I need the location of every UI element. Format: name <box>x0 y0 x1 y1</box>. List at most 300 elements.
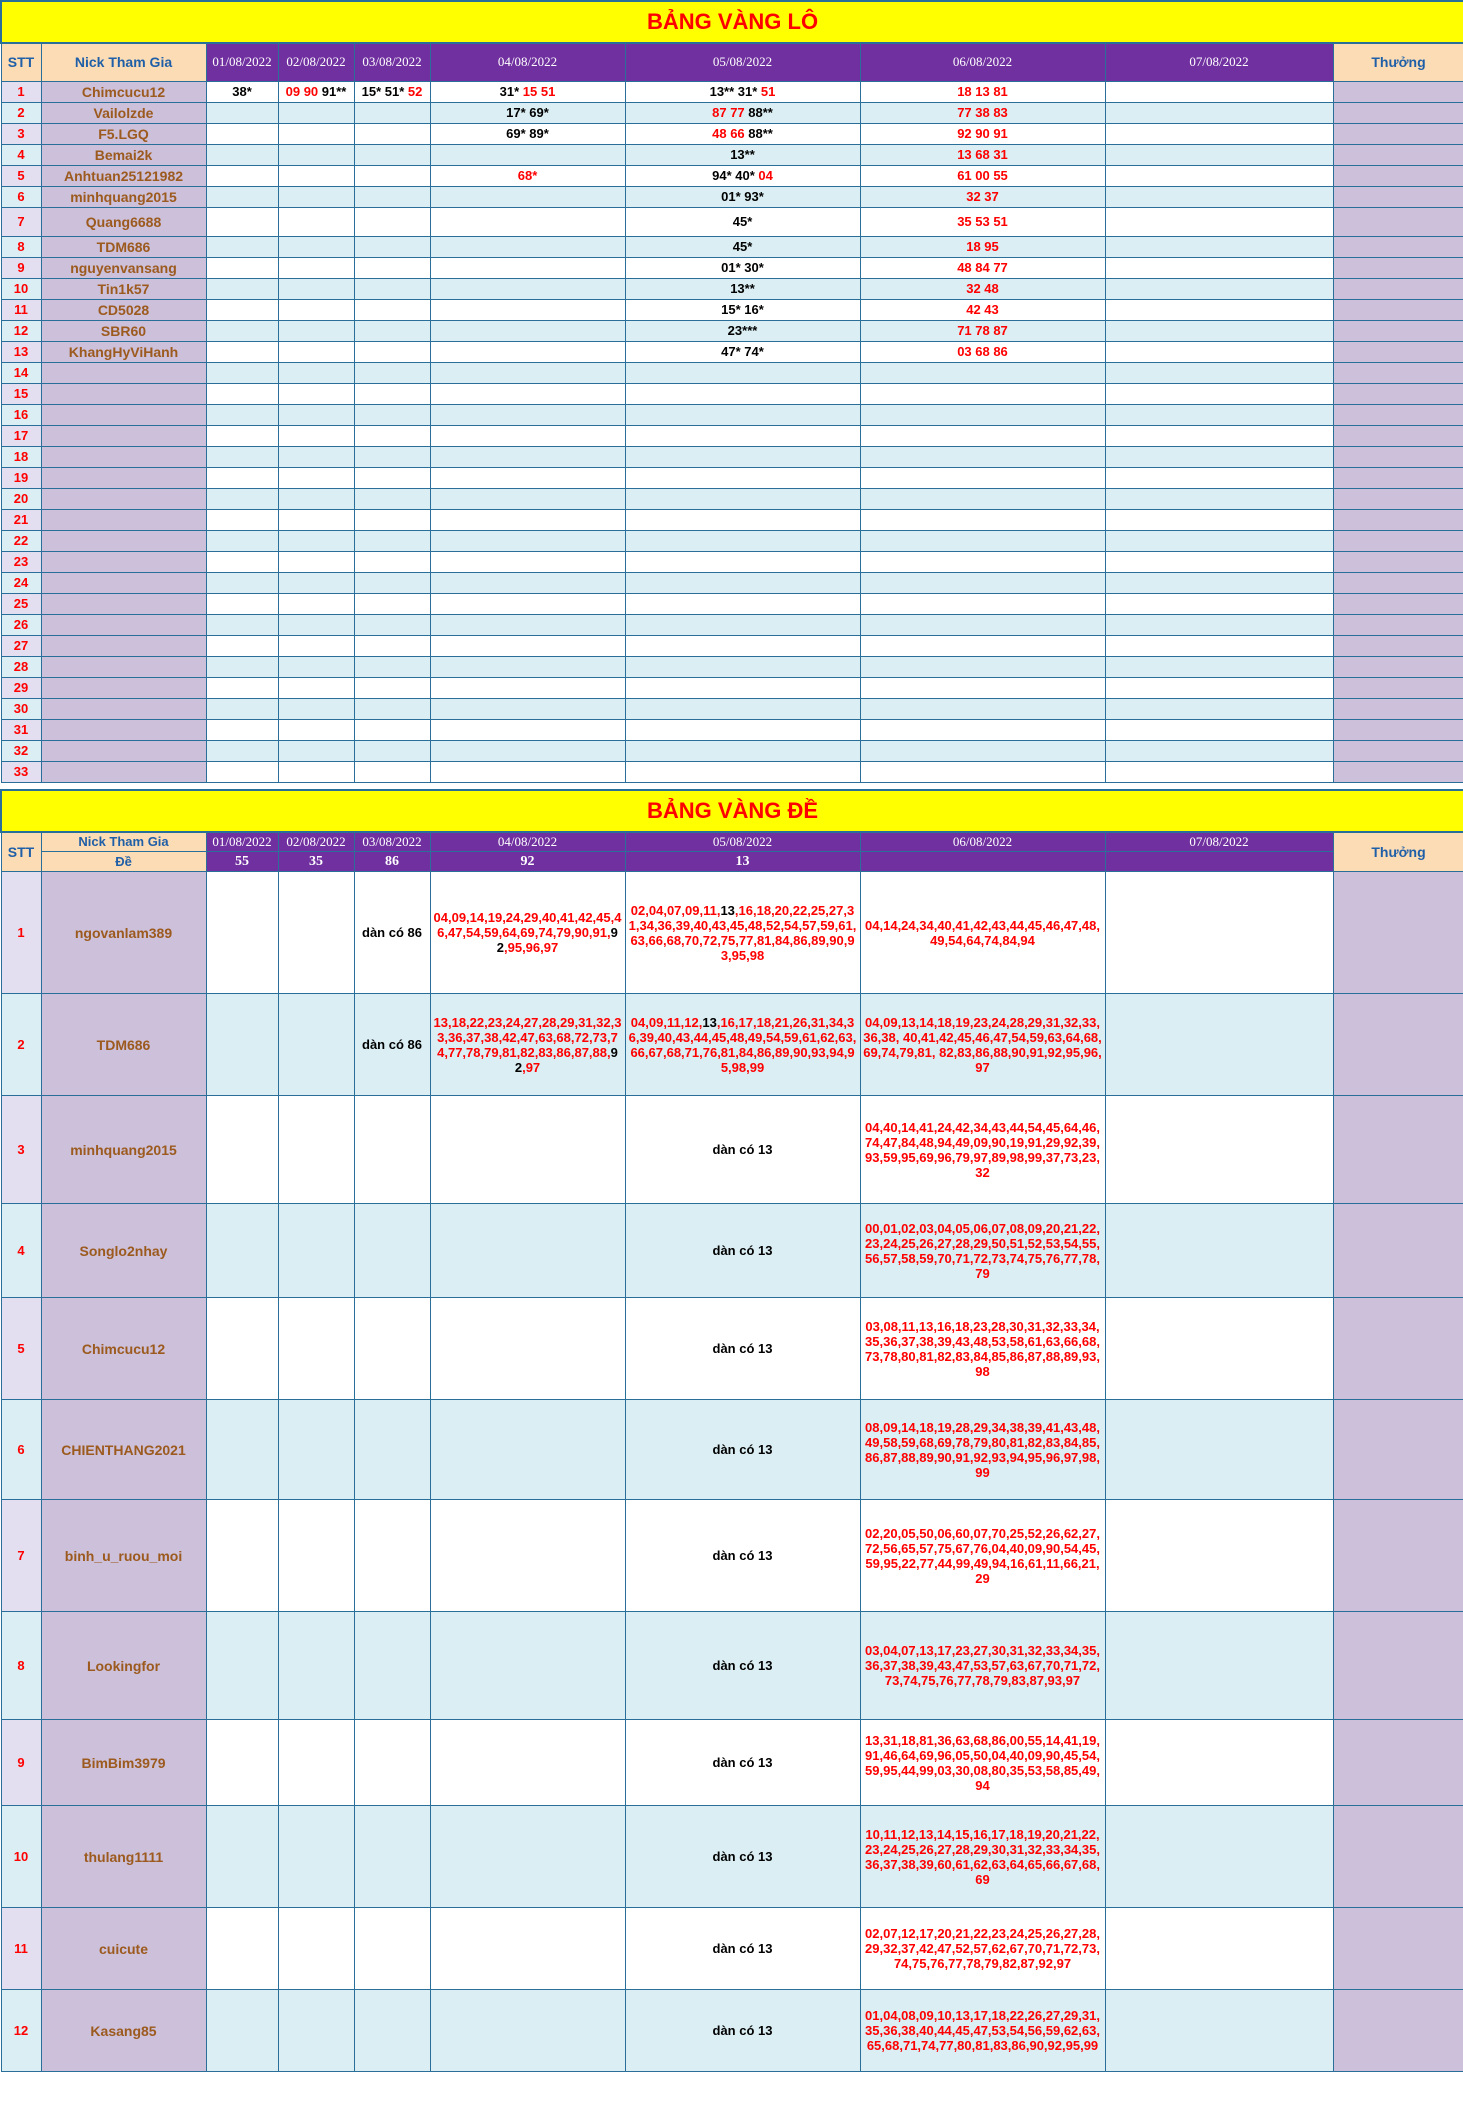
stt-cell: 25 <box>1 593 41 614</box>
lo-date-cell <box>625 551 860 572</box>
lo-row-empty <box>1 530 1463 551</box>
cell-value: 13 <box>702 1014 717 1030</box>
lo-date-cell <box>625 677 860 698</box>
de-date-cell <box>206 1400 278 1500</box>
stt-cell: 21 <box>1 509 41 530</box>
de-date-cell <box>625 994 860 1096</box>
lo-date-cell <box>354 425 430 446</box>
lo-date-cell <box>860 299 1105 320</box>
de-date-cell <box>206 994 278 1096</box>
lo-date-cell <box>354 404 430 425</box>
lo-date-cell <box>278 551 354 572</box>
lo-date-cell <box>1105 299 1333 320</box>
lo-date-cell <box>860 404 1105 425</box>
stt-cell: 1 <box>1 81 41 102</box>
lo-date-cell <box>278 236 354 257</box>
lo-date-cell <box>860 635 1105 656</box>
cell-value: dàn có 13 <box>712 1941 773 1956</box>
de-date-cell <box>278 1204 354 1298</box>
lo-date-cell <box>206 740 278 761</box>
lo-date-cell <box>206 656 278 677</box>
lo-date-cell <box>860 446 1105 467</box>
de-date-cell <box>430 1612 625 1720</box>
cell-value: 88** <box>748 105 773 120</box>
stt-cell: 32 <box>1 740 41 761</box>
de-date-cell <box>860 1400 1105 1500</box>
lo-date-cell <box>206 698 278 719</box>
de-result <box>860 852 1105 872</box>
cell-value: 13 <box>720 902 735 918</box>
cell-value: 04,09,13,14,18,19,23,24,28,29,31,32,33,36,38, 40,41,42,45,46,47,54,59,63,64,68,69,74,79,81, 82,83,86,88,90,91,92,95,96,97 <box>863 1014 1102 1075</box>
lo-date-cell <box>354 165 430 186</box>
lo-date-cell <box>625 761 860 782</box>
lo-date-cell <box>354 530 430 551</box>
lo-date-cell <box>278 572 354 593</box>
de-row <box>1 1806 1463 1908</box>
cell-value: 71 78 87 <box>957 323 1008 338</box>
stt-cell: 6 <box>1 186 41 207</box>
lo-date-cell <box>1105 425 1333 446</box>
lo-date-cell <box>1105 593 1333 614</box>
lo-date-cell <box>1105 81 1333 102</box>
lo-date-cell <box>625 614 860 635</box>
de-date-cell <box>430 1204 625 1298</box>
cell-value: dàn có 13 <box>712 1142 773 1157</box>
thuong-cell <box>1333 299 1463 320</box>
lo-date-cell <box>430 341 625 362</box>
stt-cell: 27 <box>1 635 41 656</box>
lo-date-cell <box>625 144 860 165</box>
nick-cell: CD5028 <box>41 299 206 320</box>
cell-value: 02,07,12,17,20,21,22,23,24,25,26,27,28,29,32,37,42,47,52,57,62,67,70,71,72,73,74,75,76,77,78,79,82,87,92,97 <box>865 1926 1100 1971</box>
de-date-cell <box>354 1298 430 1400</box>
lo-date-cell <box>430 698 625 719</box>
stt-cell: 11 <box>1 299 41 320</box>
de-date-cell <box>860 1204 1105 1298</box>
de-date-cell <box>354 1400 430 1500</box>
cell-value: dàn có 86 <box>362 1037 422 1052</box>
lo-date-cell <box>354 740 430 761</box>
lo-date-cell <box>1105 102 1333 123</box>
de-date-cell <box>278 1400 354 1500</box>
lo-date-cell <box>1105 320 1333 341</box>
lo-header-nick: Nick Tham Gia <box>41 43 206 81</box>
lo-date-cell <box>1105 719 1333 740</box>
lo-date-cell <box>625 362 860 383</box>
thuong-cell <box>1333 404 1463 425</box>
cell-value: 01* 30* <box>721 260 764 275</box>
cell-value: 45* <box>732 214 753 229</box>
thuong-cell <box>1333 1500 1463 1612</box>
lo-row-empty <box>1 446 1463 467</box>
lo-date-cell <box>625 257 860 278</box>
stt-cell: 6 <box>1 1400 41 1500</box>
de-date-cell <box>354 1096 430 1204</box>
de-date-cell <box>206 1298 278 1400</box>
lo-date-cell <box>430 572 625 593</box>
cell-value: 18 13 81 <box>957 84 1008 99</box>
lo-date-cell <box>860 362 1105 383</box>
lo-date-cell <box>278 404 354 425</box>
nick-cell: Songlo2nhay <box>41 1204 206 1298</box>
thuong-cell <box>1333 761 1463 782</box>
thuong-cell <box>1333 530 1463 551</box>
lo-date-cell <box>278 425 354 446</box>
lo-date-cell <box>278 761 354 782</box>
de-date-cell <box>1105 1400 1333 1500</box>
lo-date-cell <box>860 488 1105 509</box>
thuong-cell <box>1333 144 1463 165</box>
stt-cell: 2 <box>1 994 41 1096</box>
de-date-cell <box>430 872 625 994</box>
lo-date-cell <box>354 144 430 165</box>
cell-value: 52 <box>407 84 423 99</box>
lo-header-date: 07/08/2022 <box>1105 43 1333 81</box>
cell-value: 15* 16* <box>721 302 764 317</box>
de-date-cell <box>1105 1612 1333 1720</box>
lo-date-cell <box>354 698 430 719</box>
lo-date-cell <box>278 698 354 719</box>
lo-date-cell <box>625 341 860 362</box>
stt-cell: 2 <box>1 102 41 123</box>
nick-cell: minhquang2015 <box>41 186 206 207</box>
cell-value: 32 37 <box>966 189 999 204</box>
lo-row <box>1 236 1463 257</box>
cell-value: 92 <box>514 1044 618 1075</box>
cell-value: ,16,18,20,22,25,27,31,34,36,39,40,43,45,48,52,54,57,59,61,63,66,68,70,72,75,77,81,84,86,89,90,93,95,98 <box>628 902 857 963</box>
de-header-nick: Nick Tham Gia <box>41 832 206 852</box>
de-date-cell <box>625 1612 860 1720</box>
lo-date-cell <box>430 404 625 425</box>
nick-cell <box>41 572 206 593</box>
stt-cell: 4 <box>1 144 41 165</box>
de-date-cell <box>206 1500 278 1612</box>
stt-cell: 17 <box>1 425 41 446</box>
lo-date-cell <box>1105 761 1333 782</box>
nick-cell: ngovanlam389 <box>41 872 206 994</box>
cell-value: 87 77 <box>712 105 749 120</box>
lo-date-cell <box>1105 236 1333 257</box>
de-row <box>1 1908 1463 1990</box>
de-date-cell <box>625 1908 860 1990</box>
de-date-cell <box>1105 872 1333 994</box>
lo-date-cell <box>1105 488 1333 509</box>
lo-date-cell <box>206 123 278 144</box>
lo-row <box>1 165 1463 186</box>
thuong-cell <box>1333 698 1463 719</box>
lo-date-cell <box>430 81 625 102</box>
lo-date-cell <box>354 341 430 362</box>
cell-value: 23*** <box>727 323 758 338</box>
cell-value: 94* 40* <box>712 168 759 183</box>
lo-date-cell <box>1105 144 1333 165</box>
stt-cell: 8 <box>1 236 41 257</box>
lo-date-cell <box>430 186 625 207</box>
de-date-cell <box>278 1720 354 1806</box>
thuong-cell <box>1333 1612 1463 1720</box>
de-date-cell <box>354 1612 430 1720</box>
de-date-cell <box>206 1096 278 1204</box>
lo-date-cell <box>278 635 354 656</box>
de-date-cell <box>625 1720 860 1806</box>
cell-value: 08,09,14,18,19,28,29,34,38,39,41,43,48,49,58,59,68,69,78,79,80,81,82,83,84,85,86,87,88,89,90,91,92,93,94,95,96,97,98,99 <box>865 1419 1100 1480</box>
cell-value: dàn có 13 <box>712 1849 773 1864</box>
lo-date-cell <box>860 144 1105 165</box>
lo-row <box>1 257 1463 278</box>
nick-cell <box>41 593 206 614</box>
lo-date-cell <box>206 572 278 593</box>
stt-cell: 26 <box>1 614 41 635</box>
thuong-cell <box>1333 994 1463 1096</box>
nick-cell <box>41 404 206 425</box>
de-header-date: 05/08/2022 <box>625 832 860 852</box>
thuong-cell <box>1333 446 1463 467</box>
lo-date-cell <box>206 614 278 635</box>
lo-row <box>1 123 1463 144</box>
thuong-cell <box>1333 551 1463 572</box>
lo-date-cell <box>430 446 625 467</box>
lo-date-cell <box>206 186 278 207</box>
lo-date-cell <box>625 593 860 614</box>
de-date-cell <box>354 872 430 994</box>
lo-date-cell <box>430 719 625 740</box>
nick-cell: Chimcucu12 <box>41 1298 206 1400</box>
lo-date-cell <box>860 698 1105 719</box>
lo-row <box>1 278 1463 299</box>
lo-date-cell <box>1105 509 1333 530</box>
lo-date-cell <box>206 299 278 320</box>
lo-date-cell <box>1105 635 1333 656</box>
lo-date-cell <box>206 404 278 425</box>
lo-date-cell <box>278 278 354 299</box>
lo-row-empty <box>1 614 1463 635</box>
lo-date-cell <box>625 719 860 740</box>
nick-cell <box>41 551 206 572</box>
nick-cell: Chimcucu12 <box>41 81 206 102</box>
cell-value: dàn có 86 <box>362 925 422 940</box>
lo-date-cell <box>860 341 1105 362</box>
nick-cell <box>41 362 206 383</box>
cell-value: dàn có 13 <box>712 1658 773 1673</box>
lo-date-cell <box>1105 467 1333 488</box>
stt-cell: 16 <box>1 404 41 425</box>
lo-date-cell <box>1105 257 1333 278</box>
lo-date-cell <box>278 186 354 207</box>
de-header-date: 06/08/2022 <box>860 832 1105 852</box>
lo-date-cell <box>206 257 278 278</box>
lo-date-cell <box>206 719 278 740</box>
cell-value: 00,01,02,03,04,05,06,07,08,09,20,21,22,23,24,25,26,27,28,29,50,51,52,53,54,55,56,57,58,59,70,71,72,73,74,75,76,77,78,79 <box>865 1220 1100 1281</box>
lo-row <box>1 320 1463 341</box>
stt-cell: 5 <box>1 1298 41 1400</box>
lo-date-cell <box>1105 551 1333 572</box>
lo-date-cell <box>354 635 430 656</box>
nick-cell: nguyenvansang <box>41 257 206 278</box>
cell-value: ,16,17,18,21,26,31,34,36,39,40,43,44,45,48,49,54,59,61,62,63,66,67,68,71,76,81,84,86,89,90,93,94,95,98,99 <box>628 1014 857 1075</box>
cell-value: 47* 74* <box>721 344 764 359</box>
lo-row-empty <box>1 677 1463 698</box>
lo-date-cell <box>1105 341 1333 362</box>
lo-header-date: 01/08/2022 <box>206 43 278 81</box>
de-date-cell <box>206 1990 278 2072</box>
thuong-cell <box>1333 572 1463 593</box>
cell-value: 48 84 77 <box>957 260 1008 275</box>
lo-header-stt: STT <box>1 43 41 81</box>
de-date-cell <box>278 1298 354 1400</box>
de-date-cell <box>860 1990 1105 2072</box>
stt-cell: 4 <box>1 1204 41 1298</box>
cell-value: 17* 69* <box>506 105 549 120</box>
lo-row-empty <box>1 698 1463 719</box>
lo-row-empty <box>1 635 1463 656</box>
lo-row <box>1 299 1463 320</box>
lo-date-cell <box>206 488 278 509</box>
nick-cell: CHIENTHANG2021 <box>41 1400 206 1500</box>
lo-date-cell <box>625 509 860 530</box>
de-date-cell <box>430 994 625 1096</box>
stt-cell: 1 <box>1 872 41 994</box>
lo-row-empty <box>1 488 1463 509</box>
lo-date-cell <box>860 677 1105 698</box>
de-date-cell <box>278 994 354 1096</box>
lo-header-date: 03/08/2022 <box>354 43 430 81</box>
lo-date-cell <box>430 677 625 698</box>
lo-date-cell <box>860 165 1105 186</box>
stt-cell: 8 <box>1 1612 41 1720</box>
stt-cell: 7 <box>1 1500 41 1612</box>
lo-title: BẢNG VÀNG LÔ <box>1 1 1463 43</box>
cell-value: 18 95 <box>966 239 999 254</box>
cell-value: 13** <box>730 147 755 162</box>
lo-date-cell <box>206 320 278 341</box>
de-result <box>1105 852 1333 872</box>
lo-date-cell <box>354 656 430 677</box>
cell-value: 42 43 <box>966 302 999 317</box>
thuong-cell <box>1333 186 1463 207</box>
thuong-cell <box>1333 1720 1463 1806</box>
nick-cell <box>41 761 206 782</box>
stt-cell: 30 <box>1 698 41 719</box>
cell-value: ,97 <box>522 1059 541 1075</box>
cell-value: 03 68 86 <box>957 344 1008 359</box>
de-date-cell <box>206 1204 278 1298</box>
nick-cell: BimBim3979 <box>41 1720 206 1806</box>
lo-row-empty <box>1 761 1463 782</box>
de-date-cell <box>278 1908 354 1990</box>
lo-date-cell <box>354 236 430 257</box>
de-result: 86 <box>354 852 430 872</box>
de-header-stt: STT <box>1 832 41 872</box>
thuong-cell <box>1333 1298 1463 1400</box>
cell-value: 03,08,11,13,16,18,23,28,30,31,32,33,34,35,36,37,38,39,43,48,53,58,61,63,66,68,73,78,80,81,82,83,84,85,86,87,88,89,93,98 <box>865 1318 1100 1379</box>
lo-date-cell <box>430 102 625 123</box>
lo-date-cell <box>625 635 860 656</box>
cell-value: ,95,96,97 <box>504 940 559 955</box>
lo-date-cell <box>430 236 625 257</box>
thuong-cell <box>1333 593 1463 614</box>
lo-row <box>1 81 1463 102</box>
de-date-cell <box>1105 994 1333 1096</box>
de-result-row <box>1 852 1463 872</box>
lo-date-cell <box>860 509 1105 530</box>
lo-date-cell <box>354 551 430 572</box>
lo-date-cell <box>278 446 354 467</box>
lo-date-cell <box>430 530 625 551</box>
lo-date-cell <box>354 257 430 278</box>
thuong-cell <box>1333 1096 1463 1204</box>
lo-date-cell <box>206 102 278 123</box>
lo-date-cell <box>430 123 625 144</box>
de-date-cell <box>278 1612 354 1720</box>
lo-date-cell <box>206 509 278 530</box>
de-date-cell <box>206 1806 278 1908</box>
cell-value: 03,04,07,13,17,23,27,30,31,32,33,34,35,36,37,38,39,43,47,53,57,63,67,70,71,72,73,74,75,76,77,78,79,83,87,93,97 <box>865 1643 1100 1688</box>
lo-header-date: 05/08/2022 <box>625 43 860 81</box>
cell-value: 15 51 <box>522 84 556 99</box>
de-date-cell <box>430 1908 625 1990</box>
lo-date-cell <box>354 509 430 530</box>
de-row <box>1 1612 1463 1720</box>
nick-cell: cuicute <box>41 1908 206 1990</box>
lo-date-cell <box>278 207 354 236</box>
stt-cell: 33 <box>1 761 41 782</box>
lo-date-cell <box>354 677 430 698</box>
lo-date-cell <box>206 383 278 404</box>
nick-cell <box>41 719 206 740</box>
de-date-cell <box>1105 1720 1333 1806</box>
cell-value: 92 <box>496 925 618 955</box>
thuong-cell <box>1333 278 1463 299</box>
lo-date-cell <box>1105 572 1333 593</box>
de-header-date: 04/08/2022 <box>430 832 625 852</box>
de-header-date: 01/08/2022 <box>206 832 278 852</box>
lo-date-cell <box>1105 123 1333 144</box>
lo-date-cell <box>206 635 278 656</box>
lo-date-cell <box>860 102 1105 123</box>
thuong-cell <box>1333 872 1463 994</box>
lo-date-cell <box>625 165 860 186</box>
lo-row-empty <box>1 572 1463 593</box>
lo-date-cell <box>625 446 860 467</box>
lo-date-cell <box>1105 740 1333 761</box>
lo-date-cell <box>1105 207 1333 236</box>
lo-date-cell <box>354 593 430 614</box>
lo-header-date: 04/08/2022 <box>430 43 625 81</box>
nick-cell <box>41 740 206 761</box>
stt-cell: 23 <box>1 551 41 572</box>
de-date-cell <box>430 1400 625 1500</box>
de-date-cell <box>625 1298 860 1400</box>
lo-date-cell <box>860 236 1105 257</box>
cell-value: 01* 93* <box>721 189 764 204</box>
lo-header-thuong: Thưởng <box>1333 43 1463 81</box>
nick-cell <box>41 614 206 635</box>
lo-date-cell <box>625 698 860 719</box>
cell-value: 38* <box>232 84 252 99</box>
nick-cell <box>41 656 206 677</box>
de-row <box>1 1204 1463 1298</box>
lo-date-cell <box>354 467 430 488</box>
lo-date-cell <box>1105 383 1333 404</box>
lo-date-cell <box>860 278 1105 299</box>
lo-date-cell <box>625 572 860 593</box>
lo-date-cell <box>860 719 1105 740</box>
de-date-cell <box>625 1990 860 2072</box>
de-date-cell <box>860 1096 1105 1204</box>
lo-date-cell <box>860 656 1105 677</box>
de-result: 35 <box>278 852 354 872</box>
de-date-cell <box>860 1908 1105 1990</box>
